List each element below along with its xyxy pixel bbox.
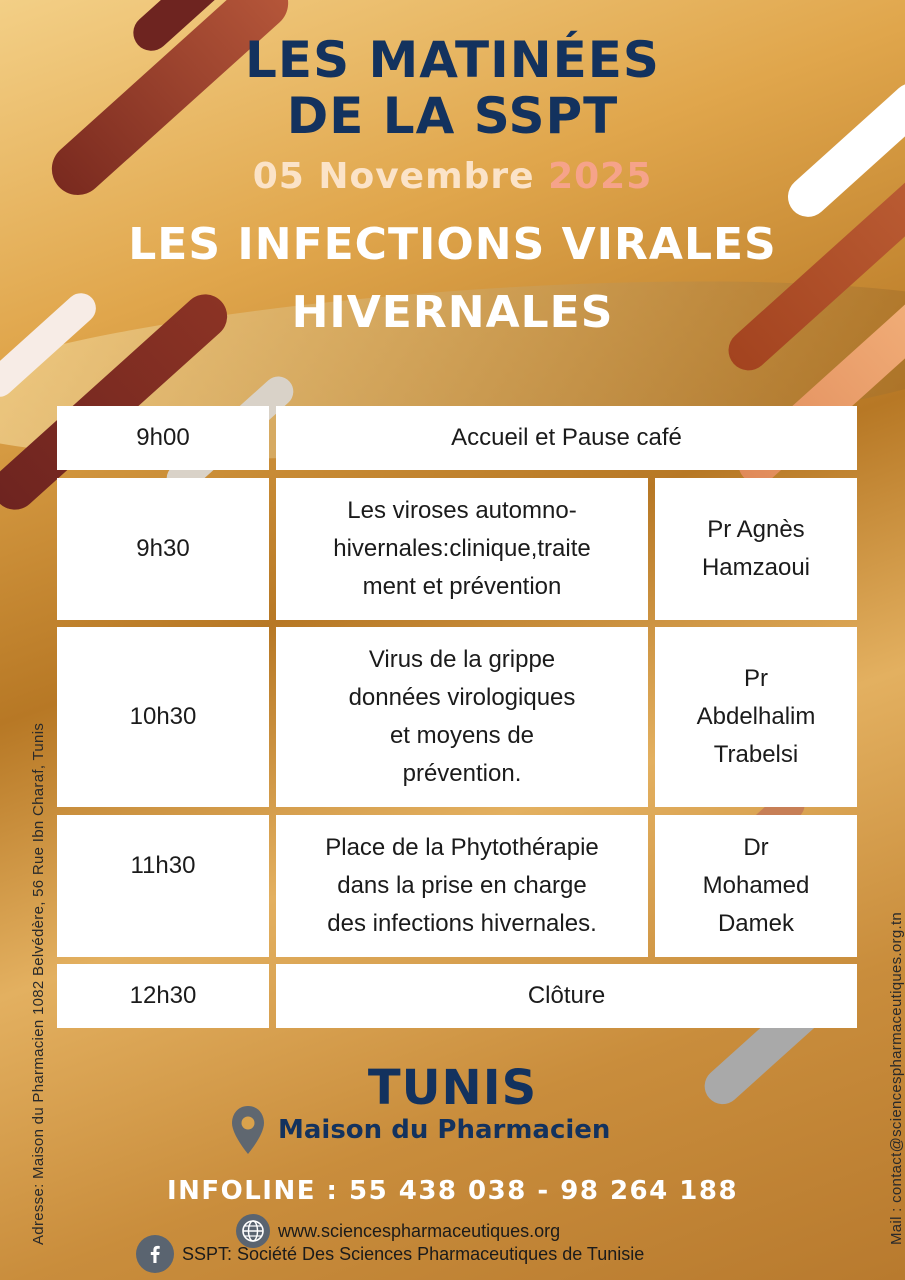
event-theme-line1: LES INFECTIONS VIRALES [128, 219, 777, 270]
program-speaker-cell: Pr Abdelhalim Trabelsi [655, 627, 857, 807]
program-time-cell: 9h30 [57, 478, 269, 620]
program-topic-cell: Les viroses automno- hivernales:clinique,traite ment et prévention [276, 478, 648, 620]
infoline-phone: INFOLINE : 55 438 038 - 98 264 188 [166, 1176, 739, 1206]
program-topic-cell: Accueil et Pause café [276, 406, 857, 470]
location-venue-row [230, 1104, 710, 1156]
program-topic-cell: Virus de la grippe données virologiques et moyens de prévention. [276, 627, 648, 807]
program-time-cell: 11h30 [57, 815, 269, 957]
location-venue: Maison du Pharmacien [278, 1115, 611, 1145]
event-date [0, 156, 905, 197]
program-speaker-cell: Pr Agnès Hamzaoui [655, 478, 857, 620]
event-theme-line2: HIVERNALES [291, 287, 614, 338]
address-vertical-text: Adresse: Maison du Pharmacien 1082 Belvédère, 56 Rue Ibn Charaf, Tunis [30, 722, 47, 1245]
facebook-row [136, 1236, 644, 1272]
program-time-cell: 10h30 [57, 627, 269, 807]
location-city: TUNIS [367, 1060, 538, 1116]
program-topic-cell: Clôture [276, 964, 857, 1028]
event-title-line1: LES MATINÉES [245, 31, 660, 89]
facebook-icon[interactable] [136, 1235, 174, 1273]
program-speaker-cell: Dr Mohamed Damek [655, 815, 857, 957]
mail-vertical-text: Mail : contact@sciencespharmaceutiques.org.tn [888, 911, 905, 1245]
event-date-year: 2025 [548, 156, 653, 197]
event-date-main: 05 Novembre [252, 156, 535, 197]
program-topic-cell: Place de la Phytothérapie dans la prise en charge des infections hivernales. [276, 815, 648, 957]
facebook-page-name[interactable]: SSPT: Société Des Sciences Pharmaceutiques de Tunisie [182, 1243, 645, 1264]
website-url[interactable]: www.sciencespharmaceutiques.org [278, 1220, 561, 1241]
program-time-cell: 12h30 [57, 964, 269, 1028]
location-pin-icon [230, 1104, 266, 1156]
program-time-cell: 9h00 [57, 406, 269, 470]
event-title-line2: DE LA SSPT [286, 87, 619, 145]
